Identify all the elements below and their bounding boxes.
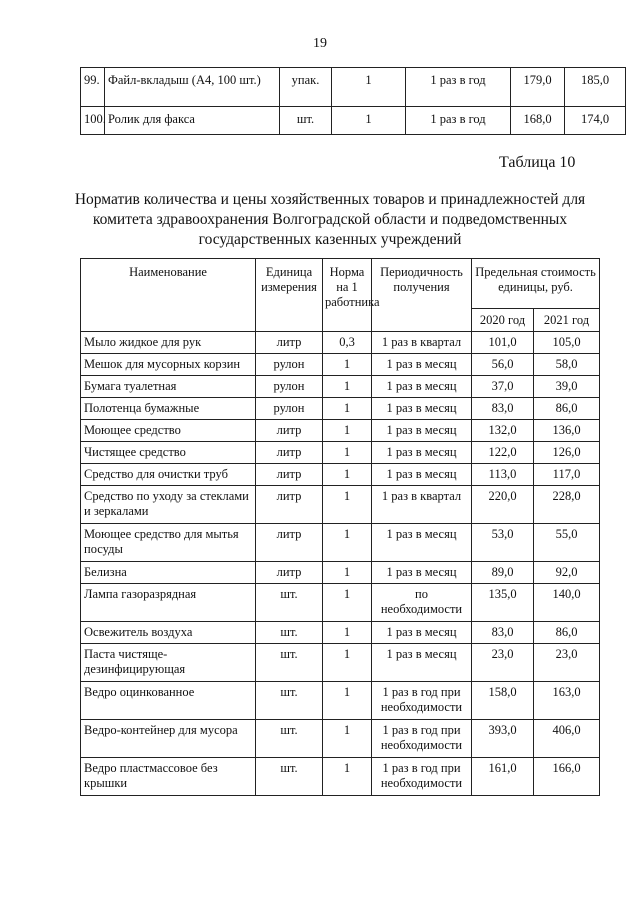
item-period: 1 раз в год <box>406 68 511 107</box>
item-name: Паста чистяще-дезинфицирующая <box>81 644 256 682</box>
price-2021: 166,0 <box>534 758 600 796</box>
price-2021: 23,0 <box>534 644 600 682</box>
item-unit: литр <box>256 562 323 584</box>
table-row <box>81 682 600 720</box>
item-period: 1 раз в месяц <box>372 644 472 682</box>
item-norm: 0,3 <box>323 332 372 354</box>
item-name: Мешок для мусорных корзин <box>81 354 256 376</box>
item-norm: 1 <box>332 68 406 107</box>
item-name: Ведро пластмассовое без крышки <box>81 758 256 796</box>
item-unit: шт. <box>256 758 323 796</box>
item-norm: 1 <box>323 486 372 524</box>
price-2020: 37,0 <box>472 376 534 398</box>
item-name: Ведро оцинкованное <box>81 682 256 720</box>
table-row <box>81 486 600 524</box>
item-unit: шт. <box>256 584 323 622</box>
item-name: Средство по уходу за стеклами и зеркалами <box>81 486 256 524</box>
price-2021: 140,0 <box>534 584 600 622</box>
item-norm: 1 <box>323 442 372 464</box>
table-row <box>81 332 600 354</box>
norms-table <box>80 258 600 796</box>
price-2021: 39,0 <box>534 376 600 398</box>
item-norm: 1 <box>323 622 372 644</box>
item-name: Белизна <box>81 562 256 584</box>
item-unit: упак. <box>280 68 332 107</box>
item-period: 1 раз в квартал <box>372 332 472 354</box>
item-period: 1 раз в год при необходимости <box>372 758 472 796</box>
item-name: Файл-вкладыш (А4, 100 шт.) <box>105 68 280 107</box>
price-2020: 101,0 <box>472 332 534 354</box>
item-name: Средство для очистки труб <box>81 464 256 486</box>
price-2021: 58,0 <box>534 354 600 376</box>
item-norm: 1 <box>323 354 372 376</box>
price-2021: 105,0 <box>534 332 600 354</box>
item-unit: рулон <box>256 354 323 376</box>
item-unit: шт. <box>256 720 323 758</box>
price-2020: 161,0 <box>472 758 534 796</box>
item-norm: 1 <box>323 524 372 562</box>
price-2020: 83,0 <box>472 398 534 420</box>
price-2021: 126,0 <box>534 442 600 464</box>
item-name: Моющее средство для мытья посуды <box>81 524 256 562</box>
item-norm: 1 <box>323 420 372 442</box>
table-title: Норматив количества и цены хозяйственных товаров и принадлежностей для комитета здравоохранения Волгоградской области и подведомственных государственных казенных учреждений <box>74 191 586 248</box>
price-2020: 23,0 <box>472 644 534 682</box>
item-norm: 1 <box>323 376 372 398</box>
item-norm: 1 <box>323 758 372 796</box>
table-row <box>81 442 600 464</box>
price-2021: 92,0 <box>534 562 600 584</box>
item-period: 1 раз в месяц <box>372 354 472 376</box>
header-period: Периодичность получения <box>372 259 472 332</box>
item-period: 1 раз в месяц <box>372 464 472 486</box>
header-name: Наименование <box>81 259 256 332</box>
item-period: 1 раз в год при необходимости <box>372 682 472 720</box>
table-row <box>81 622 600 644</box>
price-2021: 55,0 <box>534 524 600 562</box>
table-row <box>81 107 626 135</box>
item-unit: шт. <box>280 107 332 135</box>
table-row <box>81 354 600 376</box>
price-2020: 53,0 <box>472 524 534 562</box>
item-period: 1 раз в месяц <box>372 442 472 464</box>
price-2020: 220,0 <box>472 486 534 524</box>
price-2021: 86,0 <box>534 622 600 644</box>
item-period: 1 раз в месяц <box>372 420 472 442</box>
item-name: Лампа газоразрядная <box>81 584 256 622</box>
item-name: Чистящее средство <box>81 442 256 464</box>
price-2021: 174,0 <box>565 107 626 135</box>
price-2020: 393,0 <box>472 720 534 758</box>
row-number: 99. <box>81 68 105 107</box>
item-unit: рулон <box>256 398 323 420</box>
table-row <box>81 562 600 584</box>
item-unit: литр <box>256 420 323 442</box>
item-unit: рулон <box>256 376 323 398</box>
item-period: 1 раз в месяц <box>372 562 472 584</box>
item-norm: 1 <box>323 584 372 622</box>
item-name: Бумага туалетная <box>81 376 256 398</box>
item-period: 1 раз в месяц <box>372 524 472 562</box>
table-row <box>81 398 600 420</box>
item-period: 1 раз в месяц <box>372 622 472 644</box>
price-2021: 136,0 <box>534 420 600 442</box>
header-norm: Норма на 1 работника <box>323 259 372 332</box>
header-unit: Единица измерения <box>256 259 323 332</box>
item-unit: шт. <box>256 622 323 644</box>
item-norm: 1 <box>323 720 372 758</box>
item-name: Мыло жидкое для рук <box>81 332 256 354</box>
price-2020: 179,0 <box>511 68 565 107</box>
price-2021: 185,0 <box>565 68 626 107</box>
table-row <box>81 584 600 622</box>
price-2021: 163,0 <box>534 682 600 720</box>
table-row <box>81 758 600 796</box>
previous-table-continuation <box>80 67 626 135</box>
table-row <box>81 644 600 682</box>
price-2020: 132,0 <box>472 420 534 442</box>
price-2020: 168,0 <box>511 107 565 135</box>
table-row <box>81 68 626 107</box>
item-norm: 1 <box>332 107 406 135</box>
item-unit: литр <box>256 442 323 464</box>
price-2020: 158,0 <box>472 682 534 720</box>
item-unit: литр <box>256 332 323 354</box>
item-period: 1 раз в квартал <box>372 486 472 524</box>
table-row <box>81 376 600 398</box>
item-period: 1 раз в месяц <box>372 398 472 420</box>
table-row <box>81 464 600 486</box>
item-period: 1 раз в месяц <box>372 376 472 398</box>
header-2021: 2021 год <box>534 309 600 332</box>
price-2021: 117,0 <box>534 464 600 486</box>
table-row <box>81 420 600 442</box>
item-unit: литр <box>256 464 323 486</box>
row-number: 100. <box>81 107 105 135</box>
price-2020: 113,0 <box>472 464 534 486</box>
item-norm: 1 <box>323 644 372 682</box>
page-number: 19 <box>313 36 327 51</box>
price-2021: 228,0 <box>534 486 600 524</box>
header-price: Предельная стоимость единицы, руб. <box>472 259 600 309</box>
header-2020: 2020 год <box>472 309 534 332</box>
item-name: Ролик для факса <box>105 107 280 135</box>
item-norm: 1 <box>323 398 372 420</box>
price-2020: 83,0 <box>472 622 534 644</box>
price-2021: 86,0 <box>534 398 600 420</box>
item-period: по необходимости <box>372 584 472 622</box>
price-2020: 122,0 <box>472 442 534 464</box>
item-norm: 1 <box>323 682 372 720</box>
item-unit: шт. <box>256 644 323 682</box>
price-2021: 406,0 <box>534 720 600 758</box>
price-2020: 56,0 <box>472 354 534 376</box>
price-2020: 89,0 <box>472 562 534 584</box>
table-row <box>81 524 600 562</box>
item-unit: литр <box>256 486 323 524</box>
item-name: Ведро-контейнер для мусора <box>81 720 256 758</box>
item-name: Освежитель воздуха <box>81 622 256 644</box>
item-norm: 1 <box>323 562 372 584</box>
item-period: 1 раз в год при необходимости <box>372 720 472 758</box>
item-unit: шт. <box>256 682 323 720</box>
table-caption: Таблица 10 <box>499 154 576 171</box>
item-name: Полотенца бумажные <box>81 398 256 420</box>
item-period: 1 раз в год <box>406 107 511 135</box>
table-row <box>81 720 600 758</box>
price-2020: 135,0 <box>472 584 534 622</box>
item-name: Моющее средство <box>81 420 256 442</box>
item-unit: литр <box>256 524 323 562</box>
item-norm: 1 <box>323 464 372 486</box>
